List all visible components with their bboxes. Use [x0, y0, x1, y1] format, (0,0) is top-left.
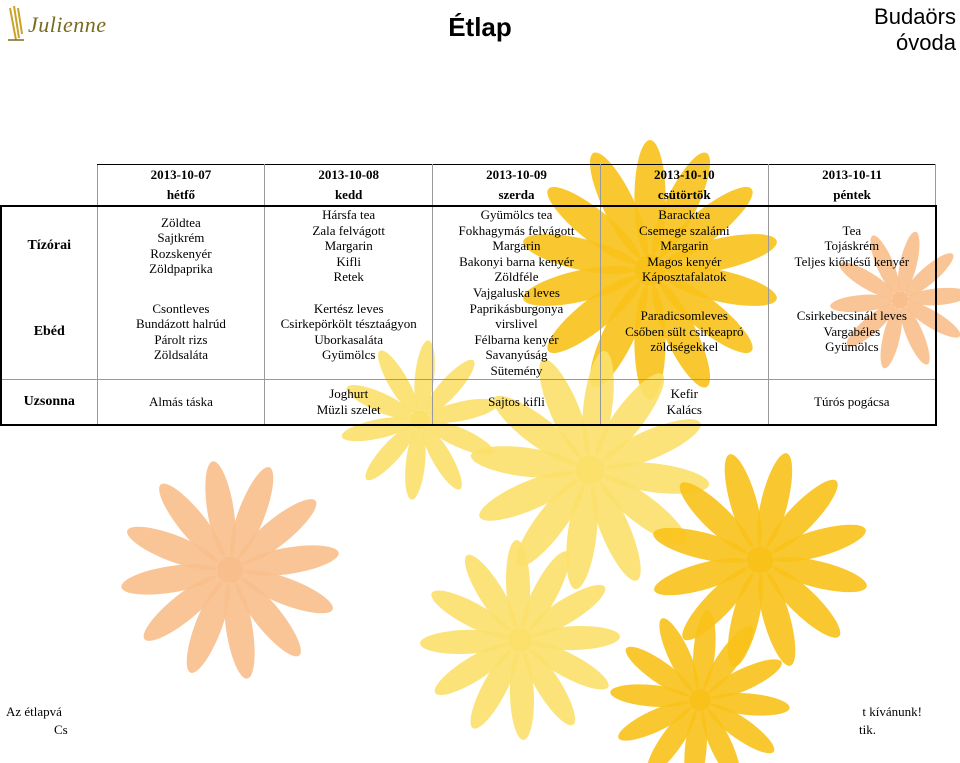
logo-text: Julienne	[28, 12, 107, 37]
menu-cell	[265, 379, 433, 425]
day-header: csütörtök	[600, 185, 768, 206]
menu-item: zöldségekkel	[650, 339, 719, 355]
menu-item: Baracktea	[658, 207, 711, 222]
day-header: hétfő	[97, 185, 265, 206]
menu-item: Gyümölcs tea	[480, 207, 553, 222]
flower-decoration	[609, 609, 790, 763]
menu-item: Sajtkrém	[157, 230, 205, 246]
menu-item: Csontleves	[152, 300, 210, 316]
menu-item: Sütemény	[490, 362, 543, 378]
menu-item: Margarin	[324, 238, 373, 253]
menu-item: Uborkasaláta	[314, 331, 383, 347]
date-header: 2013-10-09	[433, 165, 601, 186]
menu-item: Csirkebecsinált leves	[796, 308, 907, 324]
menu-cell	[97, 379, 265, 425]
menu-item: Gyümölcs	[825, 339, 879, 355]
menu-item: Kalács	[666, 401, 702, 417]
flower-center	[747, 547, 773, 573]
menu-cell	[600, 206, 768, 285]
menu-item: Gyümölcs	[321, 347, 376, 362]
menu-item: Bundázott halrúd	[135, 316, 226, 331]
footer-left-line-1: Az étlapvá	[6, 704, 62, 719]
menu-item: Margarin	[492, 238, 541, 253]
menu-item: Párolt rizs	[154, 331, 208, 347]
menu-item: Hársfa tea	[322, 207, 376, 222]
meal-label: Ebéd	[1, 285, 97, 380]
meal-row-tizorai	[1, 206, 936, 285]
menu-item: Zöldféle	[494, 269, 539, 284]
footer-right-line-1: t kívánunk!	[862, 704, 922, 719]
menu-item: Kifli	[336, 253, 361, 269]
menu-item: Rozskenyér	[150, 245, 212, 261]
footer-left	[6, 703, 68, 739]
menu-item: Zöldtea	[161, 214, 201, 230]
flower-decoration	[119, 459, 340, 680]
day-header: szerda	[433, 185, 601, 206]
menu-item: Csirkepörkölt tésztaágyon	[280, 316, 417, 331]
dates-row	[1, 165, 936, 186]
menu-cell	[97, 285, 265, 380]
location-line-2: óvoda	[896, 30, 956, 55]
menu-item: Magos kenyér	[647, 253, 722, 269]
menu-item: Vargabéles	[823, 323, 881, 339]
menu-item: Zöldpaprika	[149, 261, 213, 277]
meal-label: Tízórai	[1, 206, 97, 285]
menu-item: Kertész leves	[313, 300, 384, 316]
menu-item: Tojáskrém	[824, 238, 880, 253]
menu-item: Zala felvágott	[312, 222, 385, 238]
meal-row-ebed	[1, 285, 936, 380]
menu-item: Zöldsaláta	[153, 347, 208, 362]
date-header: 2013-10-11	[768, 165, 936, 186]
menu-cell	[433, 379, 601, 425]
menu-item: Túrós pogácsa	[814, 393, 890, 409]
footer-right-line-2: tik.	[859, 722, 876, 737]
menu-cell	[97, 206, 265, 285]
days-row	[1, 185, 936, 206]
menu-cell	[265, 206, 433, 285]
flower-center	[576, 456, 605, 485]
meal-row-uzsonna	[1, 379, 936, 425]
date-header: 2013-10-10	[600, 165, 768, 186]
menu-item: Sajtos kifli	[488, 393, 545, 409]
menu-item: Káposztafalatok	[642, 269, 727, 284]
menu-item: Tea	[842, 222, 862, 238]
date-header: 2013-10-08	[265, 165, 433, 186]
menu-cell	[768, 285, 936, 380]
location-label	[874, 4, 956, 56]
menu-table	[0, 164, 937, 426]
menu-cell	[433, 285, 601, 380]
footer-left-line-2: Cs	[54, 722, 68, 737]
menu-cell	[433, 206, 601, 285]
flower-decoration	[650, 450, 870, 670]
menu-item: Margarin	[660, 238, 709, 253]
menu-item: Kefir	[670, 386, 698, 401]
menu-item: Müzli szelet	[316, 401, 381, 417]
menu-cell	[265, 285, 433, 380]
date-header: 2013-10-07	[97, 165, 265, 186]
menu-cell	[600, 379, 768, 425]
menu-item: Csemege szalámi	[638, 222, 730, 238]
menu-item: Retek	[333, 269, 364, 284]
menu-item: Paprikásburgonya	[469, 300, 564, 316]
location-line-1: Budaörs	[874, 4, 956, 29]
menu-item: Bakonyi barna kenyér	[459, 253, 574, 269]
flower-center	[689, 689, 711, 711]
footer-right	[859, 703, 922, 739]
menu-cell	[768, 206, 936, 285]
menu-cell	[768, 379, 936, 425]
menu-item: Almás táska	[148, 393, 213, 409]
menu-cell	[600, 285, 768, 380]
menu-item: virslivel	[495, 316, 538, 331]
menu-item: Paradicsomleves	[640, 308, 728, 324]
menu-item: Csőben sült csirkeapró	[625, 323, 744, 339]
menu-item: Joghurt	[329, 386, 369, 401]
page-title: Étlap	[448, 12, 512, 42]
menu-item: Teljes kiőrlésű kenyér	[794, 253, 910, 269]
flower-decoration	[420, 540, 621, 741]
menu-item: Vajgaluska leves	[472, 285, 560, 300]
menu-item: Fokhagymás felvágott	[458, 222, 575, 238]
flower-center	[508, 628, 532, 652]
day-header: kedd	[265, 185, 433, 206]
menu-item: Félbarna kenyér	[474, 331, 559, 347]
meal-label: Uzsonna	[1, 379, 97, 425]
menu-item: Savanyúság	[485, 347, 548, 362]
flower-center	[217, 557, 243, 583]
day-header: péntek	[768, 185, 936, 206]
